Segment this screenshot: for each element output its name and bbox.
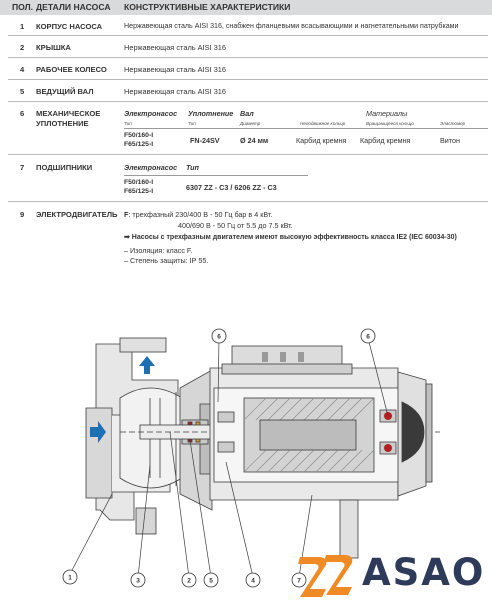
- seal-sub-elastomer: Эластомер: [440, 121, 466, 126]
- row-number: 6: [20, 109, 25, 118]
- svg-text:2: 2: [187, 577, 191, 585]
- motor-f-label: F: [124, 210, 129, 219]
- seal-sub-rotating-ring: Вращающееся кольцо: [366, 121, 414, 126]
- table-header: [0, 0, 492, 15]
- row-name: ПОДШИПНИКИ: [36, 163, 93, 172]
- bearings-model-1: F50/160-I: [124, 179, 154, 186]
- asao-logo: [296, 549, 492, 600]
- asao-logo-mark-icon: [296, 549, 360, 600]
- svg-text:3: 3: [136, 577, 140, 585]
- callout-2: [182, 573, 196, 587]
- divider: [8, 101, 488, 102]
- row-name: РАБОЧЕЕ КОЛЕСО: [36, 65, 107, 74]
- callout-4: [246, 573, 260, 587]
- motor-insulation: – Изоляция: класс F.: [124, 246, 193, 255]
- row-name: КОРПУС НАСОСА: [36, 22, 103, 31]
- row-number: 4: [20, 65, 25, 74]
- row-name: ЭЛЕКТРОДВИГАТЕЛЬ: [36, 210, 118, 219]
- seal-model-2: F65/125-I: [124, 141, 154, 148]
- svg-text:5: 5: [209, 577, 213, 585]
- seal-model-1: F50/160-I: [124, 132, 154, 139]
- row-number: 7: [20, 163, 25, 172]
- callout-1: [63, 570, 77, 584]
- bearings-types: 6307 ZZ - C3 / 6206 ZZ - C3: [186, 183, 277, 192]
- svg-text:6: 6: [217, 333, 221, 341]
- header-details: ДЕТАЛИ НАСОСА: [36, 2, 111, 12]
- row-value: Нержавеющая сталь AISI 316: [124, 87, 227, 96]
- seal-sub-diameter: Диаметр: [240, 121, 261, 126]
- asao-logo-text: ASAO: [362, 551, 486, 594]
- seal-col-pump: Электронасос: [124, 109, 178, 118]
- seal-underline: [124, 128, 488, 129]
- seal-col-seal: Уплотнение: [188, 109, 234, 118]
- motor-efficiency: ➡ Насосы с трехфазным двигателем имеют высокую эффективность класса IE2 (IEC 60034-30): [124, 234, 457, 241]
- svg-text:7: 7: [297, 577, 301, 585]
- divider: [8, 79, 488, 80]
- row-value: Нержавеющая сталь AISI 316, снабжен фланцевыми всасывающими и нагнетательными патрубками: [124, 22, 459, 30]
- motor-line2: 400/690 В - 50 Гц от 5.5 до 7.5 кВт.: [178, 221, 293, 230]
- divider: [8, 201, 488, 202]
- divider: [8, 57, 488, 58]
- row-value: Нержавеющая сталь AISI 316: [124, 65, 227, 74]
- svg-text:1: 1: [68, 574, 72, 582]
- seal-col-shaft: Вал: [240, 109, 254, 118]
- row-value: Нержавеющая сталь AISI 316: [124, 43, 227, 52]
- seal-shaft-diameter: Ø 24 мм: [240, 136, 269, 145]
- callout-6-left: [212, 329, 226, 343]
- row-number: 2: [20, 43, 25, 52]
- motor-line1: [124, 210, 272, 219]
- row-number: 1: [20, 22, 25, 31]
- divider: [8, 154, 488, 155]
- row-name-line2: УПЛОТНЕНИЕ: [36, 119, 89, 128]
- seal-sub-fixed-ring: Неподвижное кольцо: [300, 121, 346, 126]
- row-name: ВЕДУЩИЙ ВАЛ: [36, 87, 94, 96]
- seal-sub-type-pump: Тип: [124, 121, 132, 126]
- callout-3: [131, 573, 145, 587]
- seal-col-materials: Материалы: [366, 109, 408, 118]
- header-specs: КОНСТРУКТИВНЫЕ ХАРАКТЕРИСТИКИ: [124, 2, 291, 12]
- seal-sub-type: Тип: [188, 121, 196, 126]
- outlet-arrow-icon: [139, 356, 155, 374]
- seal-elastomer: Витон: [440, 136, 460, 145]
- bearings-model-2: F65/125-I: [124, 188, 154, 195]
- bearings-underline: [124, 175, 308, 176]
- bearings-col-type: Тип: [186, 163, 199, 172]
- divider: [8, 35, 488, 36]
- seal-type: FN-24SV: [190, 136, 220, 145]
- row-name-line1: МЕХАНИЧЕСКОЕ: [36, 109, 101, 118]
- callout-6-right: [361, 329, 375, 343]
- bearings-col-pump: Электронасос: [124, 163, 178, 172]
- seal-fixed-ring: Карбид кремня: [296, 136, 347, 145]
- svg-text:6: 6: [366, 333, 370, 341]
- motor-protection: – Степень защиты: IP 55.: [124, 256, 209, 265]
- row-number: 9: [20, 210, 25, 219]
- seal-rotating-ring: Карбид кремня: [360, 136, 411, 145]
- header-pos: ПОЛ.: [12, 2, 34, 12]
- callout-5: [204, 573, 218, 587]
- row-name: КРЫШКА: [36, 43, 71, 52]
- row-number: 5: [20, 87, 25, 96]
- svg-text:4: 4: [251, 577, 255, 585]
- motor-line1-text: : трехфазный 230/400 В - 50 Гц бар в 4 кВт.: [128, 210, 273, 219]
